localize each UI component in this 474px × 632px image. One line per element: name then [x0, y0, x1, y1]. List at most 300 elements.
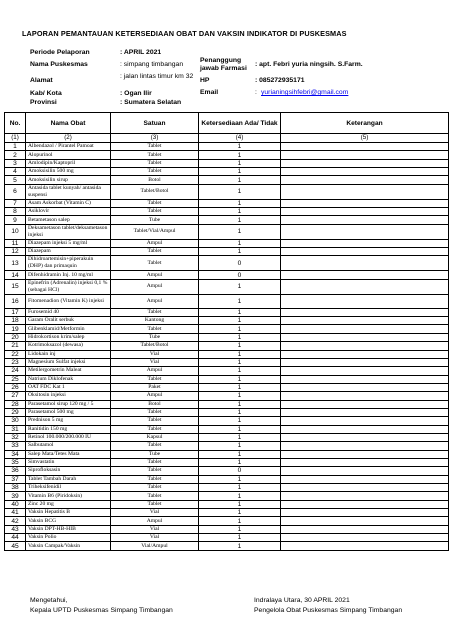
unit: Kantong — [111, 317, 199, 325]
availability: 1 — [199, 475, 281, 483]
table-row — [5, 358, 449, 366]
unit: Botol — [111, 176, 199, 184]
row-number: 12 — [5, 248, 26, 256]
table-row — [5, 325, 449, 333]
table-row — [5, 367, 449, 375]
remarks — [281, 308, 449, 316]
remarks — [281, 184, 449, 199]
table-row — [5, 342, 449, 350]
remarks — [281, 256, 449, 271]
availability: 1 — [199, 358, 281, 366]
row-number: 40 — [5, 500, 26, 508]
table-row — [5, 176, 449, 184]
unit: Ampul — [111, 367, 199, 375]
penanggung-jawab-value: : apt. Febri yuria ningsih. S.Farm. — [255, 61, 363, 68]
row-number: 21 — [5, 342, 26, 350]
medicine-name: Asam Askorbat (Vitamin C) — [26, 199, 111, 207]
unit: Vial — [111, 525, 199, 533]
medicine-name: Retinol 100.000/200.000 IU — [26, 433, 111, 441]
unit: Tube — [111, 216, 199, 224]
medicine-name: Ranitidin 150 mg — [26, 425, 111, 433]
provinsi-label: Provinsi — [30, 99, 57, 106]
remarks — [281, 500, 449, 508]
remarks — [281, 279, 449, 294]
unit: Ampul — [111, 271, 199, 279]
remarks — [281, 159, 449, 167]
medicine-name: Vaksin Campak/Vaksin — [26, 542, 111, 550]
header-nama-obat: Nama Obat — [26, 113, 111, 134]
medicine-name: Salep Mata/Tetes Mata — [26, 450, 111, 458]
unit: Tablet — [111, 199, 199, 207]
remarks — [281, 383, 449, 391]
remarks — [281, 294, 449, 308]
unit: Tablet — [111, 151, 199, 159]
availability: 1 — [199, 325, 281, 333]
medicine-name: Zinc 20 mg — [26, 500, 111, 508]
medicine-name: Salbutamol — [26, 442, 111, 450]
footer-kepala-title: Kepala UPTD Puskesmas Simpang Timbangan — [30, 607, 173, 614]
unit: Tablet — [111, 417, 199, 425]
medicine-name: Metilergometrin Maleat — [26, 367, 111, 375]
row-number: 44 — [5, 534, 26, 542]
remarks — [281, 525, 449, 533]
row-number: 29 — [5, 408, 26, 416]
report-title: LAPORAN PEMANTAUAN KETERSEDIAAN OBAT DAN VAKSIN INDIKATOR DI PUSKESMAS — [22, 29, 347, 38]
remarks — [281, 450, 449, 458]
table-row — [5, 408, 449, 416]
row-number: 8 — [5, 208, 26, 216]
table-row — [5, 350, 449, 358]
medicine-name: Dihidroartemisin+piperakuin (DHP) dan primaquin — [26, 256, 111, 271]
availability: 1 — [199, 442, 281, 450]
availability: 1 — [199, 308, 281, 316]
row-number: 14 — [5, 271, 26, 279]
table-body — [5, 143, 449, 551]
row-number: 34 — [5, 450, 26, 458]
row-number: 28 — [5, 400, 26, 408]
remarks — [281, 509, 449, 517]
row-number: 3 — [5, 159, 26, 167]
remarks — [281, 542, 449, 550]
remarks — [281, 151, 449, 159]
medicine-name: Oksitosin injeksi — [26, 392, 111, 400]
table-row — [5, 542, 449, 550]
table-row — [5, 199, 449, 207]
row-number: 18 — [5, 317, 26, 325]
hp-value: : 085272935171 — [255, 77, 305, 84]
availability: 1 — [199, 534, 281, 542]
remarks — [281, 517, 449, 525]
remarks — [281, 534, 449, 542]
table-row — [5, 517, 449, 525]
medicine-name: Antasida tablet kunyah/ antasida suspensi — [26, 184, 111, 199]
email-label: Email — [200, 89, 219, 96]
remarks — [281, 425, 449, 433]
hp-label: HP — [200, 77, 210, 84]
row-number: 1 — [5, 143, 26, 151]
availability: 1 — [199, 383, 281, 391]
medicine-name: Albendazol / Pirantel Pamoat — [26, 143, 111, 151]
unit: Tube — [111, 450, 199, 458]
row-number: 17 — [5, 308, 26, 316]
row-number: 35 — [5, 458, 26, 466]
alamat-value: : jalan lintas timur km 32 — [120, 73, 194, 80]
medicine-name: Vaksin DPT-HB-HIB — [26, 525, 111, 533]
remarks — [281, 484, 449, 492]
availability: 0 — [199, 256, 281, 271]
medicine-table — [4, 112, 449, 551]
medicine-name: Siprofloksasin — [26, 467, 111, 475]
availability: 1 — [199, 208, 281, 216]
availability: 1 — [199, 392, 281, 400]
medicine-name: Vaksin Polio — [26, 534, 111, 542]
table-row — [5, 425, 449, 433]
table-row — [5, 383, 449, 391]
remarks — [281, 224, 449, 239]
table-row — [5, 168, 449, 176]
unit: Tablet — [111, 475, 199, 483]
availability: 1 — [199, 408, 281, 416]
remarks — [281, 216, 449, 224]
availability: 1 — [199, 509, 281, 517]
provinsi-value: : Sumatera Selatan — [120, 99, 182, 106]
table-row — [5, 442, 449, 450]
availability: 1 — [199, 458, 281, 466]
table-row — [5, 143, 449, 151]
remarks — [281, 248, 449, 256]
unit: Vial — [111, 358, 199, 366]
periode-label: Periode Pelaporan — [30, 49, 90, 56]
availability: 1 — [199, 375, 281, 383]
unit: Ampul — [111, 392, 199, 400]
table-row — [5, 450, 449, 458]
row-number: 26 — [5, 383, 26, 391]
availability: 1 — [199, 333, 281, 341]
unit: Tablet/Vial/Ampul — [111, 224, 199, 239]
availability: 1 — [199, 517, 281, 525]
availability: 1 — [199, 159, 281, 167]
row-number: 24 — [5, 367, 26, 375]
availability: 1 — [199, 525, 281, 533]
unit: Tablet — [111, 308, 199, 316]
medicine-name: Lidokain inj — [26, 350, 111, 358]
penanggung-jawab-label: Penanggung jawab Farmasi — [200, 57, 247, 72]
remarks — [281, 475, 449, 483]
table-row — [5, 417, 449, 425]
row-number: 36 — [5, 467, 26, 475]
row-number: 2 — [5, 151, 26, 159]
availability: 1 — [199, 417, 281, 425]
row-number: 19 — [5, 325, 26, 333]
table-row — [5, 433, 449, 441]
header-satuan: Satuan — [111, 113, 199, 134]
table-row — [5, 256, 449, 271]
row-number: 10 — [5, 224, 26, 239]
remarks — [281, 271, 449, 279]
nama-puskesmas-label: Nama Puskesmas — [30, 61, 88, 68]
footer-mengetahui: Mengetahui, — [30, 597, 68, 604]
unit: Tablet/Botol — [111, 184, 199, 199]
medicine-name: Simvastatin — [26, 458, 111, 466]
unit: Tablet — [111, 484, 199, 492]
unit: Tube — [111, 333, 199, 341]
availability: 1 — [199, 492, 281, 500]
unit: Ampul — [111, 279, 199, 294]
unit: Vial — [111, 534, 199, 542]
column-number: (1) — [5, 134, 26, 143]
column-number: (5) — [281, 134, 449, 143]
periode-value: : APRIL 2021 — [120, 49, 162, 56]
row-number: 22 — [5, 350, 26, 358]
table-row — [5, 484, 449, 492]
availability: 1 — [199, 224, 281, 239]
table-row — [5, 308, 449, 316]
nama-puskesmas-value: : simpang timbangan — [120, 61, 184, 68]
table-row — [5, 184, 449, 199]
table-row — [5, 500, 449, 508]
table-row — [5, 271, 449, 279]
kab-kota-value: : Ogan Ilir — [120, 90, 152, 97]
table-row — [5, 375, 449, 383]
availability: 1 — [199, 433, 281, 441]
medicine-name: Parasetamol 500 mg — [26, 408, 111, 416]
column-number: (4) — [199, 134, 281, 143]
availability: 1 — [199, 199, 281, 207]
unit: Vial — [111, 509, 199, 517]
unit: Ampul — [111, 517, 199, 525]
unit: Kapsul — [111, 433, 199, 441]
medicine-name: Furosemid 40 — [26, 308, 111, 316]
row-number: 43 — [5, 525, 26, 533]
table-row — [5, 248, 449, 256]
remarks — [281, 392, 449, 400]
availability: 1 — [199, 239, 281, 247]
email-prefix: : — [255, 89, 259, 96]
availability: 1 — [199, 500, 281, 508]
row-number: 45 — [5, 542, 26, 550]
unit: Botol — [111, 400, 199, 408]
remarks — [281, 325, 449, 333]
table-row — [5, 159, 449, 167]
footer-pengelola-title: Pengelola Obat Puskesmas Simpang Timbangan — [254, 607, 403, 614]
row-number: 7 — [5, 199, 26, 207]
row-number: 16 — [5, 294, 26, 308]
unit: Tablet — [111, 408, 199, 416]
medicine-name: Asiklovir — [26, 208, 111, 216]
email-link[interactable]: yurianingsihfebri@gmail.com — [261, 89, 349, 96]
medicine-name: Vitamin B6 (Piridoksin) — [26, 492, 111, 500]
row-number: 41 — [5, 509, 26, 517]
remarks — [281, 442, 449, 450]
row-number: 9 — [5, 216, 26, 224]
footer-date-place: Indralaya Utara, 30 APRIL 2021 — [254, 597, 350, 604]
medicine-name: Diazepam — [26, 248, 111, 256]
availability: 1 — [199, 216, 281, 224]
availability: 1 — [199, 450, 281, 458]
table-row — [5, 509, 449, 517]
table-row — [5, 525, 449, 533]
remarks — [281, 317, 449, 325]
remarks — [281, 239, 449, 247]
row-number: 20 — [5, 333, 26, 341]
medicine-name: Vaksin Hepatitis B — [26, 509, 111, 517]
kab-kota-label: Kab/ Kota — [30, 90, 62, 97]
medicine-name: Prednison 5 mg — [26, 417, 111, 425]
medicine-name: Parasetamol sirup 120 mg / 5 — [26, 400, 111, 408]
availability: 1 — [199, 367, 281, 375]
availability: 1 — [199, 425, 281, 433]
medicine-name: Garam Oralit serbuk — [26, 317, 111, 325]
availability: 1 — [199, 400, 281, 408]
unit: Tablet — [111, 467, 199, 475]
header-no: No. — [5, 113, 26, 134]
row-number: 15 — [5, 279, 26, 294]
medicine-name: Fitomenadion (Vitamin K) injeksi — [26, 294, 111, 308]
unit: Tablet — [111, 325, 199, 333]
medicine-name: Amoksisilin sirup — [26, 176, 111, 184]
column-number: (3) — [111, 134, 199, 143]
remarks — [281, 143, 449, 151]
unit: Tablet — [111, 492, 199, 500]
medicine-name: Kotrimoksazol (dewasa) — [26, 342, 111, 350]
unit: Tablet — [111, 256, 199, 271]
unit: Tablet — [111, 458, 199, 466]
remarks — [281, 342, 449, 350]
medicine-name: Alopurinol — [26, 151, 111, 159]
table-row — [5, 239, 449, 247]
remarks — [281, 408, 449, 416]
unit: Paket — [111, 383, 199, 391]
availability: 1 — [199, 294, 281, 308]
table-row — [5, 467, 449, 475]
unit: Tablet — [111, 168, 199, 176]
unit: Tablet — [111, 500, 199, 508]
row-number: 13 — [5, 256, 26, 271]
remarks — [281, 433, 449, 441]
availability: 1 — [199, 151, 281, 159]
unit: Vial — [111, 350, 199, 358]
column-number-row — [5, 134, 449, 143]
unit: Tablet — [111, 143, 199, 151]
table-row — [5, 224, 449, 239]
medicine-name: Amoksisilin 500 mg — [26, 168, 111, 176]
table-row — [5, 392, 449, 400]
availability: 1 — [199, 317, 281, 325]
medicine-name: OAT FDC Kat 1 — [26, 383, 111, 391]
table-row — [5, 475, 449, 483]
medicine-name: Magnesium Sulfat injeksi — [26, 358, 111, 366]
medicine-name: Glibenklamid/Metformin — [26, 325, 111, 333]
availability: 1 — [199, 143, 281, 151]
medicine-name: Hidrokortison krim/salep — [26, 333, 111, 341]
availability: 1 — [199, 542, 281, 550]
medicine-name: Diazepam injeksi 5 mg/ml — [26, 239, 111, 247]
remarks — [281, 199, 449, 207]
medicine-name: Vaksin BCG — [26, 517, 111, 525]
table-row — [5, 151, 449, 159]
row-number: 11 — [5, 239, 26, 247]
table-row — [5, 400, 449, 408]
remarks — [281, 333, 449, 341]
table-row — [5, 492, 449, 500]
table-row — [5, 294, 449, 308]
medicine-name: Natrium Diklofenak — [26, 375, 111, 383]
medicine-name: Deksametason tablet/deksametason injeksi — [26, 224, 111, 239]
medicine-name: Tablet Tambah Darah — [26, 475, 111, 483]
table-row — [5, 458, 449, 466]
table-row — [5, 216, 449, 224]
availability: 1 — [199, 342, 281, 350]
medicine-name: Triheksifenidil — [26, 484, 111, 492]
unit: Vial/Ampul — [111, 542, 199, 550]
row-number: 25 — [5, 375, 26, 383]
unit: Ampul — [111, 294, 199, 308]
row-number: 4 — [5, 168, 26, 176]
availability: 0 — [199, 271, 281, 279]
remarks — [281, 168, 449, 176]
remarks — [281, 350, 449, 358]
table-row — [5, 208, 449, 216]
table-row — [5, 534, 449, 542]
row-number: 27 — [5, 392, 26, 400]
unit: Tablet — [111, 248, 199, 256]
availability: 1 — [199, 279, 281, 294]
remarks — [281, 176, 449, 184]
table-row — [5, 333, 449, 341]
row-number: 42 — [5, 517, 26, 525]
row-number: 37 — [5, 475, 26, 483]
remarks — [281, 467, 449, 475]
column-number: (2) — [26, 134, 111, 143]
unit: Tablet — [111, 208, 199, 216]
remarks — [281, 367, 449, 375]
header-keterangan: Keterangan — [281, 113, 449, 134]
row-number: 39 — [5, 492, 26, 500]
row-number: 38 — [5, 484, 26, 492]
remarks — [281, 458, 449, 466]
availability: 0 — [199, 467, 281, 475]
medicine-name: Betametason salep — [26, 216, 111, 224]
row-number: 23 — [5, 358, 26, 366]
row-number: 32 — [5, 433, 26, 441]
remarks — [281, 208, 449, 216]
row-number: 31 — [5, 425, 26, 433]
table-header-row — [5, 113, 449, 134]
availability: 1 — [199, 176, 281, 184]
unit: Tablet — [111, 425, 199, 433]
availability: 1 — [199, 484, 281, 492]
alamat-label: Alamat — [30, 77, 53, 84]
medicine-name: Amlodipin/Kaptopril — [26, 159, 111, 167]
remarks — [281, 375, 449, 383]
availability: 1 — [199, 184, 281, 199]
availability: 1 — [199, 248, 281, 256]
remarks — [281, 400, 449, 408]
unit: Tablet — [111, 159, 199, 167]
header-ketersediaan: Ketersediaan Ada/ Tidak — [199, 113, 281, 134]
availability: 1 — [199, 350, 281, 358]
medicine-name: Epinefrin (Adrenalin) injeksi 0,1 % (sebagai HCl) — [26, 279, 111, 294]
row-number: 6 — [5, 184, 26, 199]
row-number: 33 — [5, 442, 26, 450]
medicine-name: Difenhidramin Inj. 10 mg/ml — [26, 271, 111, 279]
unit: Tablet — [111, 375, 199, 383]
table-row — [5, 279, 449, 294]
remarks — [281, 358, 449, 366]
availability: 1 — [199, 168, 281, 176]
unit: Tablet/Botol — [111, 342, 199, 350]
remarks — [281, 417, 449, 425]
